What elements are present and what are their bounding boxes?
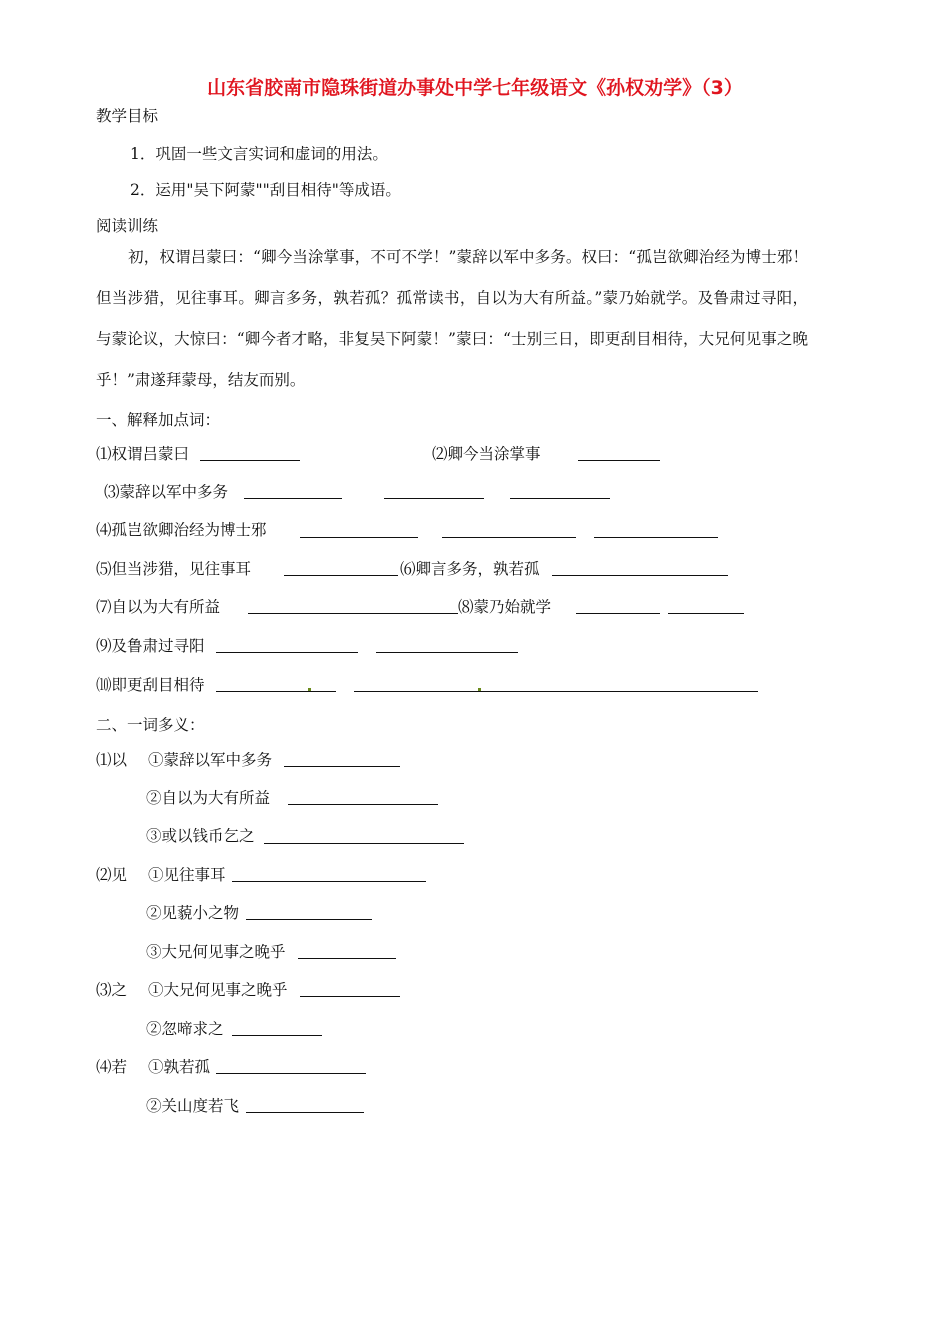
part1-item-4: ⑷孤岂欲卿治经为博士邪 xyxy=(96,521,267,539)
answer-blank[interactable] xyxy=(376,652,518,653)
part2-heading: 二、一词多义： xyxy=(96,716,205,734)
answer-blank[interactable] xyxy=(578,460,660,461)
answer-blank[interactable] xyxy=(284,766,400,767)
answer-blank[interactable] xyxy=(284,575,398,576)
part2-zhi-1: ①大兄何见事之晚乎 xyxy=(148,981,288,999)
part2-label-ruo: ⑷若 xyxy=(96,1058,128,1076)
answer-blank[interactable] xyxy=(216,1073,366,1074)
objective-2: 2．运用"吴下阿蒙""刮目相待"等成语。 xyxy=(130,181,401,199)
part2-yi-3: ③或以钱币乞之 xyxy=(146,827,255,845)
part1-item-5: ⑸但当涉猎，见往事耳 xyxy=(96,560,252,578)
part2-label-zhi: ⑶之 xyxy=(96,981,128,999)
part1-item-2: ⑵卿今当涂掌事 xyxy=(432,445,541,463)
mark-dot xyxy=(478,688,481,691)
objectives-heading: 教学目标 xyxy=(96,107,159,125)
part1-item-8: ⑻蒙乃始就学 xyxy=(458,598,552,616)
answer-blank[interactable] xyxy=(246,1112,364,1113)
part2-zhi-2: ②忽啼求之 xyxy=(146,1020,224,1038)
answer-blank[interactable] xyxy=(384,498,484,499)
answer-blank[interactable] xyxy=(288,804,438,805)
answer-blank[interactable] xyxy=(510,498,610,499)
part2-ruo-1: ①孰若孤 xyxy=(148,1058,211,1076)
answer-blank[interactable] xyxy=(552,575,728,576)
part2-ruo-2: ②关山度若飞 xyxy=(146,1097,240,1115)
part1-item-9: ⑼及鲁肃过寻阳 xyxy=(96,637,205,655)
part2-jian-2: ②见藐小之物 xyxy=(146,904,240,922)
objective-1: 1．巩固一些文言实词和虚词的用法。 xyxy=(130,145,388,163)
mark-dot xyxy=(308,688,311,691)
answer-blank[interactable] xyxy=(300,996,400,997)
answer-blank[interactable] xyxy=(232,881,426,882)
part2-label-jian: ⑵见 xyxy=(96,866,128,884)
answer-blank[interactable] xyxy=(248,613,458,614)
part2-yi-2: ②自以为大有所益 xyxy=(146,789,271,807)
answer-blank[interactable] xyxy=(244,498,342,499)
part1-item-10: ⑽即更刮目相待 xyxy=(96,676,205,694)
document-title: 山东省胶南市隐珠街道办事处中学七年级语文《孙权劝学》（3） xyxy=(207,77,743,99)
answer-blank[interactable] xyxy=(216,691,336,692)
answer-blank[interactable] xyxy=(668,613,744,614)
answer-blank[interactable] xyxy=(300,537,418,538)
answer-blank[interactable] xyxy=(354,691,758,692)
answer-blank[interactable] xyxy=(594,537,718,538)
part2-jian-3: ③大兄何见事之晚乎 xyxy=(146,943,286,961)
reading-heading: 阅读训练 xyxy=(96,217,159,235)
passage-text: 初，权谓吕蒙曰：“卿今当涂掌事，不可不学！”蒙辞以军中多务。权曰：“孤岂欲卿治经为博士邪！但当涉猎，见往事耳。卿言多务，孰若孤？孤常读书，自以为大有所益。”蒙乃始就学。及鲁肃过寻阳，与蒙论议，大惊曰：“卿今者才略，非复吴下阿蒙！”蒙曰：“士别三日，即更刮目相待，大兄何见事之晚乎！”肃遂拜蒙母，结友而别。 xyxy=(96,248,808,389)
part2-label-yi: ⑴以 xyxy=(96,751,128,769)
part1-heading: 一、解释加点词： xyxy=(96,411,221,429)
answer-blank[interactable] xyxy=(298,958,396,959)
part1-item-1: ⑴权谓吕蒙曰 xyxy=(96,445,190,463)
answer-blank[interactable] xyxy=(576,613,660,614)
part1-item-7: ⑺自以为大有所益 xyxy=(96,598,221,616)
part2-jian-1: ①见往事耳 xyxy=(148,866,226,884)
answer-blank[interactable] xyxy=(232,1035,322,1036)
answer-blank[interactable] xyxy=(216,652,358,653)
part1-item-6: ⑹卿言多务，孰若孤 xyxy=(400,560,540,578)
part2-yi-1: ①蒙辞以军中多务 xyxy=(148,751,273,769)
reading-passage xyxy=(96,237,808,401)
part1-item-3: ⑶蒙辞以军中多务 xyxy=(104,483,229,501)
answer-blank[interactable] xyxy=(200,460,300,461)
answer-blank[interactable] xyxy=(264,843,464,844)
answer-blank[interactable] xyxy=(442,537,576,538)
answer-blank[interactable] xyxy=(246,919,372,920)
